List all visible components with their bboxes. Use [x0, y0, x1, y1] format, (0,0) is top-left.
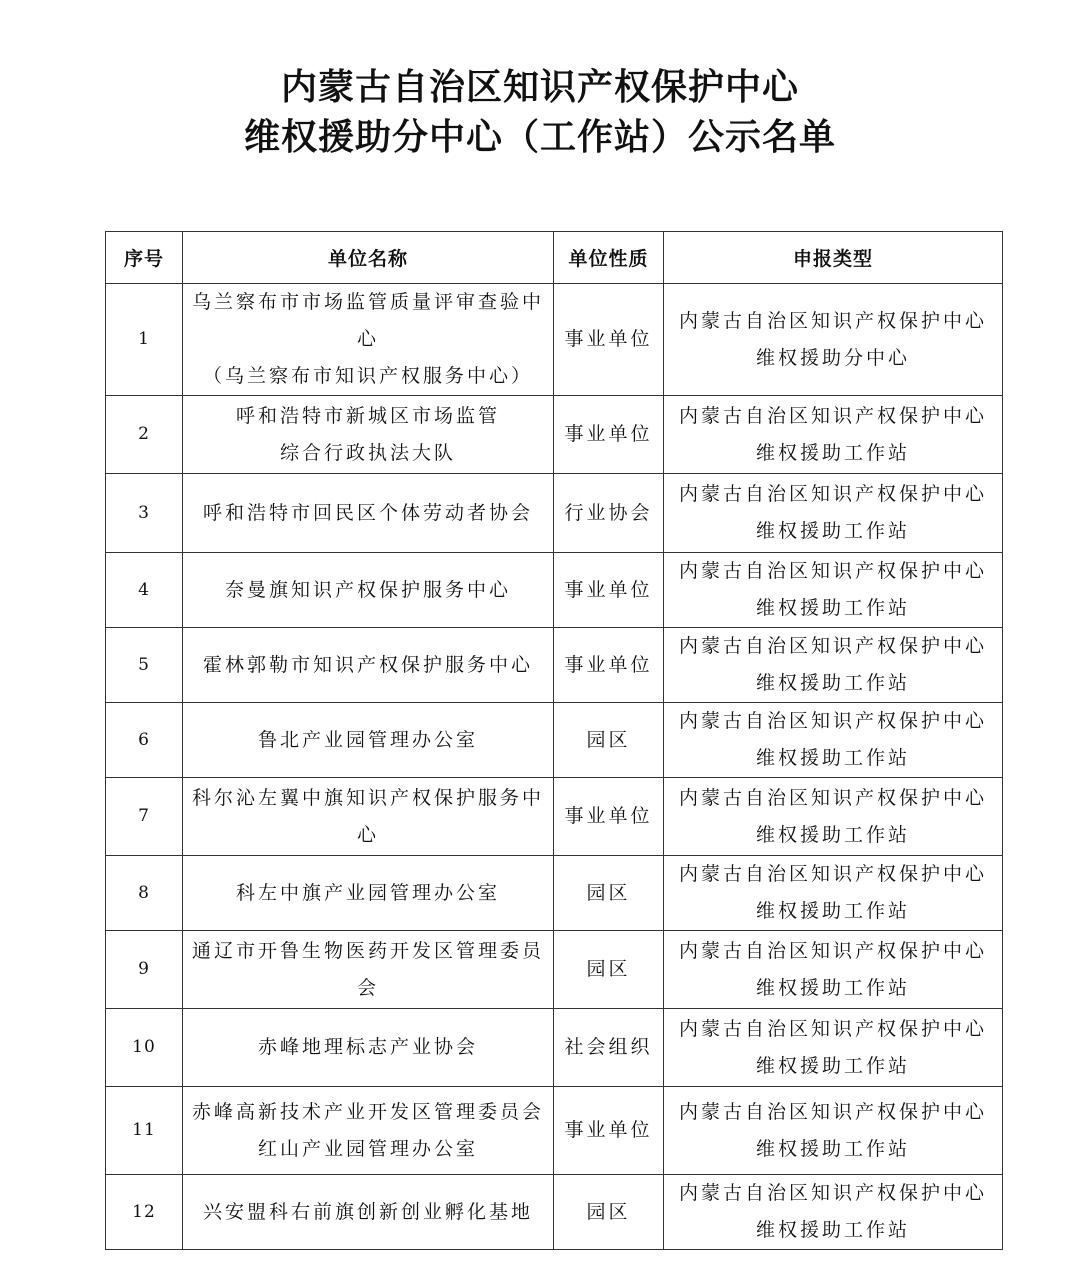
application-type-line: 维权援助工作站 [755, 1219, 910, 1241]
cell-unit-name [183, 474, 554, 553]
table-row [106, 1175, 1003, 1250]
cell-unit-name [183, 1009, 554, 1087]
cell-serial-number: 6 [106, 703, 183, 778]
roster-table [105, 231, 1003, 1250]
cell-application-type [664, 703, 1003, 778]
cell-unit-name [183, 703, 554, 778]
cell-serial-number: 2 [106, 396, 183, 474]
cell-unit-nature: 事业单位 [554, 553, 664, 628]
table-body [106, 284, 1003, 1250]
cell-unit-nature: 园区 [554, 856, 664, 931]
cell-unit-nature: 事业单位 [554, 628, 664, 703]
unit-name-line: 呼和浩特市新城区市场监管 [235, 404, 500, 427]
application-type-line: 维权援助工作站 [755, 441, 910, 464]
application-type-line: 维权援助工作站 [755, 747, 910, 769]
unit-name-line: 鲁北产业园管理办公室 [257, 728, 478, 751]
cell-application-type [664, 396, 1003, 474]
header-application-type: 申报类型 [664, 232, 1003, 284]
application-type-line: 维权援助工作站 [755, 672, 910, 694]
table-header [106, 232, 1003, 284]
cell-serial-number: 1 [106, 284, 183, 396]
application-type-line: 内蒙古自治区知识产权保护中心 [678, 939, 987, 962]
unit-name-line: 奈曼旗知识产权保护服务中心 [224, 578, 511, 601]
cell-unit-name [183, 931, 554, 1009]
unit-name-line: 综合行政执法大队 [279, 441, 456, 464]
application-type-line: 内蒙古自治区知识产权保护中心 [678, 1017, 987, 1040]
cell-unit-nature: 园区 [554, 1175, 664, 1250]
cell-unit-name [183, 553, 554, 628]
table-row [106, 703, 1003, 778]
header-row [106, 232, 1003, 284]
cell-unit-name [183, 284, 554, 396]
cell-application-type [664, 778, 1003, 856]
cell-serial-number: 11 [106, 1087, 183, 1175]
table-row [106, 553, 1003, 628]
table-row [106, 856, 1003, 931]
table-row [106, 778, 1003, 856]
cell-unit-nature: 行业协会 [554, 474, 664, 553]
cell-unit-nature: 园区 [554, 703, 664, 778]
cell-serial-number: 3 [106, 474, 183, 553]
cell-application-type [664, 931, 1003, 1009]
unit-name-line: 乌兰察布市市场监管质量评审查验中心 [191, 291, 544, 350]
cell-application-type [664, 284, 1003, 396]
cell-unit-nature: 事业单位 [554, 396, 664, 474]
cell-unit-name [183, 396, 554, 474]
cell-serial-number: 7 [106, 778, 183, 856]
application-type-line: 内蒙古自治区知识产权保护中心 [678, 786, 987, 809]
cell-unit-name [183, 1175, 554, 1250]
unit-name-line: 赤峰地理标志产业协会 [257, 1036, 478, 1058]
cell-unit-nature: 事业单位 [554, 284, 664, 396]
table-row [106, 474, 1003, 553]
application-type-line: 内蒙古自治区知识产权保护中心 [678, 404, 987, 427]
application-type-line: 内蒙古自治区知识产权保护中心 [678, 483, 987, 505]
cell-application-type [664, 1175, 1003, 1250]
table-row [106, 931, 1003, 1009]
table-row [106, 1009, 1003, 1087]
cell-unit-name [183, 1087, 554, 1175]
cell-unit-nature: 社会组织 [554, 1009, 664, 1087]
unit-name-line: 赤峰高新技术产业开发区管理委员会 [191, 1100, 544, 1123]
cell-application-type [664, 1087, 1003, 1175]
application-type-line: 内蒙古自治区知识产权保护中心 [678, 309, 987, 332]
cell-application-type [664, 1009, 1003, 1087]
cell-serial-number: 4 [106, 553, 183, 628]
application-type-line: 内蒙古自治区知识产权保护中心 [678, 635, 987, 657]
application-type-line: 内蒙古自治区知识产权保护中心 [678, 1182, 987, 1204]
cell-unit-nature: 事业单位 [554, 1087, 664, 1175]
unit-name-line: 通辽市开鲁生物医药开发区管理委员会 [191, 939, 544, 999]
cell-serial-number: 12 [106, 1175, 183, 1250]
unit-name-line: （乌兰察布市知识产权服务中心） [202, 365, 533, 387]
page-title-line-1: 内蒙古自治区知识产权保护中心 [280, 67, 799, 108]
table-row [106, 628, 1003, 703]
header-unit-nature: 单位性质 [554, 232, 664, 284]
header-unit-name: 单位名称 [183, 232, 554, 284]
unit-name-line: 红山产业园管理办公室 [257, 1137, 478, 1160]
unit-name-line: 兴安盟科右前旗创新创业孵化基地 [202, 1200, 533, 1223]
cell-serial-number: 8 [106, 856, 183, 931]
unit-name-line: 霍林郭勒市知识产权保护服务中心 [202, 653, 533, 676]
cell-serial-number: 9 [106, 931, 183, 1009]
cell-application-type [664, 628, 1003, 703]
application-type-line: 维权援助分中心 [755, 346, 910, 369]
application-type-line: 内蒙古自治区知识产权保护中心 [678, 1100, 987, 1123]
application-type-line: 内蒙古自治区知识产权保护中心 [678, 710, 987, 732]
table-row [106, 284, 1003, 396]
page-title-line-2: 维权援助分中心（工作站）公示名单 [243, 117, 836, 158]
application-type-line: 维权援助工作站 [755, 597, 910, 619]
table-row [106, 396, 1003, 474]
unit-name-line: 科尔沁左翼中旗知识产权保护服务中心 [191, 786, 544, 846]
cell-unit-nature: 园区 [554, 931, 664, 1009]
application-type-line: 维权援助工作站 [755, 520, 910, 542]
application-type-line: 内蒙古自治区知识产权保护中心 [678, 560, 987, 582]
table-row [106, 1087, 1003, 1175]
application-type-line: 维权援助工作站 [755, 1137, 910, 1160]
cell-serial-number: 5 [106, 628, 183, 703]
cell-application-type [664, 856, 1003, 931]
application-type-line: 维权援助工作站 [755, 823, 910, 846]
header-serial-number: 序号 [106, 232, 183, 284]
unit-name-line: 呼和浩特市回民区个体劳动者协会 [202, 501, 533, 524]
cell-application-type [664, 553, 1003, 628]
application-type-line: 维权援助工作站 [755, 976, 910, 999]
cell-unit-name [183, 778, 554, 856]
application-type-line: 维权援助工作站 [755, 1054, 910, 1077]
cell-unit-name [183, 628, 554, 703]
cell-application-type [664, 474, 1003, 553]
cell-serial-number: 10 [106, 1009, 183, 1087]
cell-unit-name [183, 856, 554, 931]
application-type-line: 内蒙古自治区知识产权保护中心 [678, 863, 987, 885]
unit-name-line: 科左中旗产业园管理办公室 [235, 881, 500, 904]
application-type-line: 维权援助工作站 [755, 900, 910, 922]
cell-unit-nature: 事业单位 [554, 778, 664, 856]
